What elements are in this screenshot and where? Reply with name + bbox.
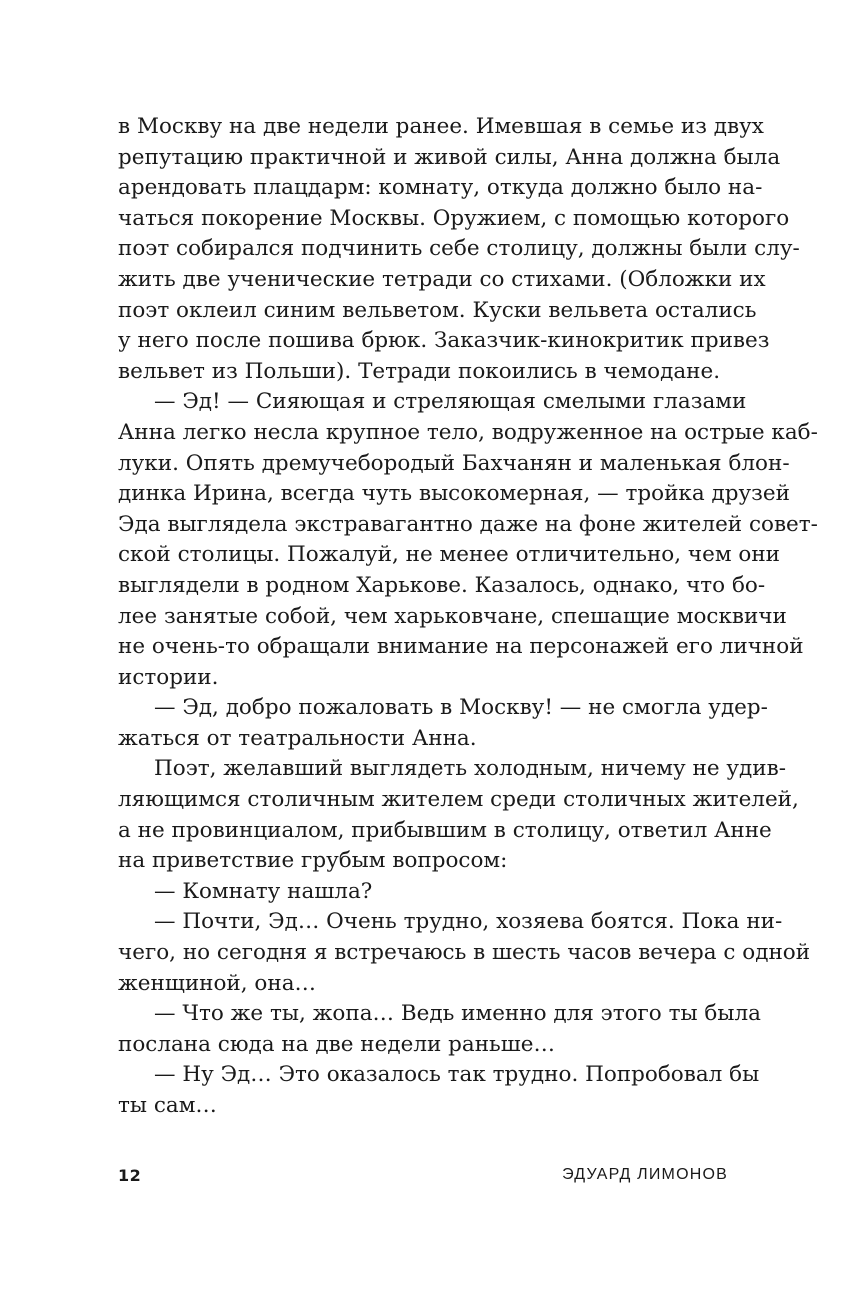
body-text [118,112,818,1122]
text-line: чего, но сегодня я встречаюсь в шесть часов вечера с одной [118,940,811,966]
text-line: — Эд! — Сияющая и стреляющая смелыми глазами [154,389,747,415]
text-line: истории. [118,664,219,690]
text-line: динка Ирина, всегда чуть высокомерная, — тройка друзей [118,481,790,507]
text-line: чаться покорение Москвы. Оружием, с помощью которого [118,205,790,231]
text-line: выглядели в родном Харькове. Казалось, однако, что бо- [118,572,766,598]
text-line: не очень-то обращали внимание на персонажей его личной [118,634,804,660]
text-line: луки. Опять дремучебородый Бахчанян и маленькая блон- [118,450,790,476]
text-line: поэт оклеил синим вельветом. Куски вельвета остались [118,297,757,323]
page-number: 12 [118,1166,142,1185]
text-line: Анна легко несла крупное тело, водруженное на острые каб- [118,419,818,445]
text-line: репутацию практичной и живой силы, Анна должна была [118,144,781,170]
text-line: вельвет из Польши). Тетради покоились в чемодане. [118,358,721,384]
text-line: Поэт, желавший выглядеть холодным, ничему не удив- [154,756,786,782]
text-line: послана сюда на две недели раньше… [118,1031,555,1057]
text-line: лее занятые собой, чем харьковчане, спешащие москвичи [118,603,787,629]
text-line: жаться от театральности Анна. [118,725,477,751]
text-line: а не провинциалом, прибывшим в столицу, ответил Анне [118,817,772,843]
text-line: женщиной, она… [118,970,317,996]
text-line: — Эд, добро пожаловать в Москву! — не смогла удер- [154,695,768,721]
text-line: ляющимся столичным жителем среди столичных жителей, [118,787,799,813]
text-line: ты сам… [118,1093,217,1118]
text-line: — Что же ты, жопа… Ведь именно для этого ты была [154,1001,761,1027]
text-line: арендовать плацдарм: комнату, откуда должно было на- [118,175,763,201]
text-line: поэт собирался подчинить себе столицу, должны были слу- [118,236,800,262]
text-line: на приветствие грубым вопросом: [118,848,508,874]
text-line: ской столицы. Пожалуй, не менее отличительно, чем они [118,542,780,568]
text-line: у него после пошива брюк. Заказчик-кинокритик привез [118,328,770,354]
running-footer-author: ЭДУАРД ЛИМОНОВ [562,1166,728,1183]
text-line: — Почти, Эд… Очень трудно, хозяева боятся. Пока ни- [154,909,783,935]
text-line: Эда выглядела экстравагантно даже на фоне жителей совет- [118,511,818,537]
text-line: — Ну Эд… Это оказалось так трудно. Попробовал бы [154,1062,760,1088]
text-line: в Москву на две недели ранее. Имевшая в семье из двух [118,114,764,139]
text-line: — Комнату нашла? [154,878,373,904]
text-line: жить две ученические тетради со стихами. (Обложки их [118,266,766,292]
